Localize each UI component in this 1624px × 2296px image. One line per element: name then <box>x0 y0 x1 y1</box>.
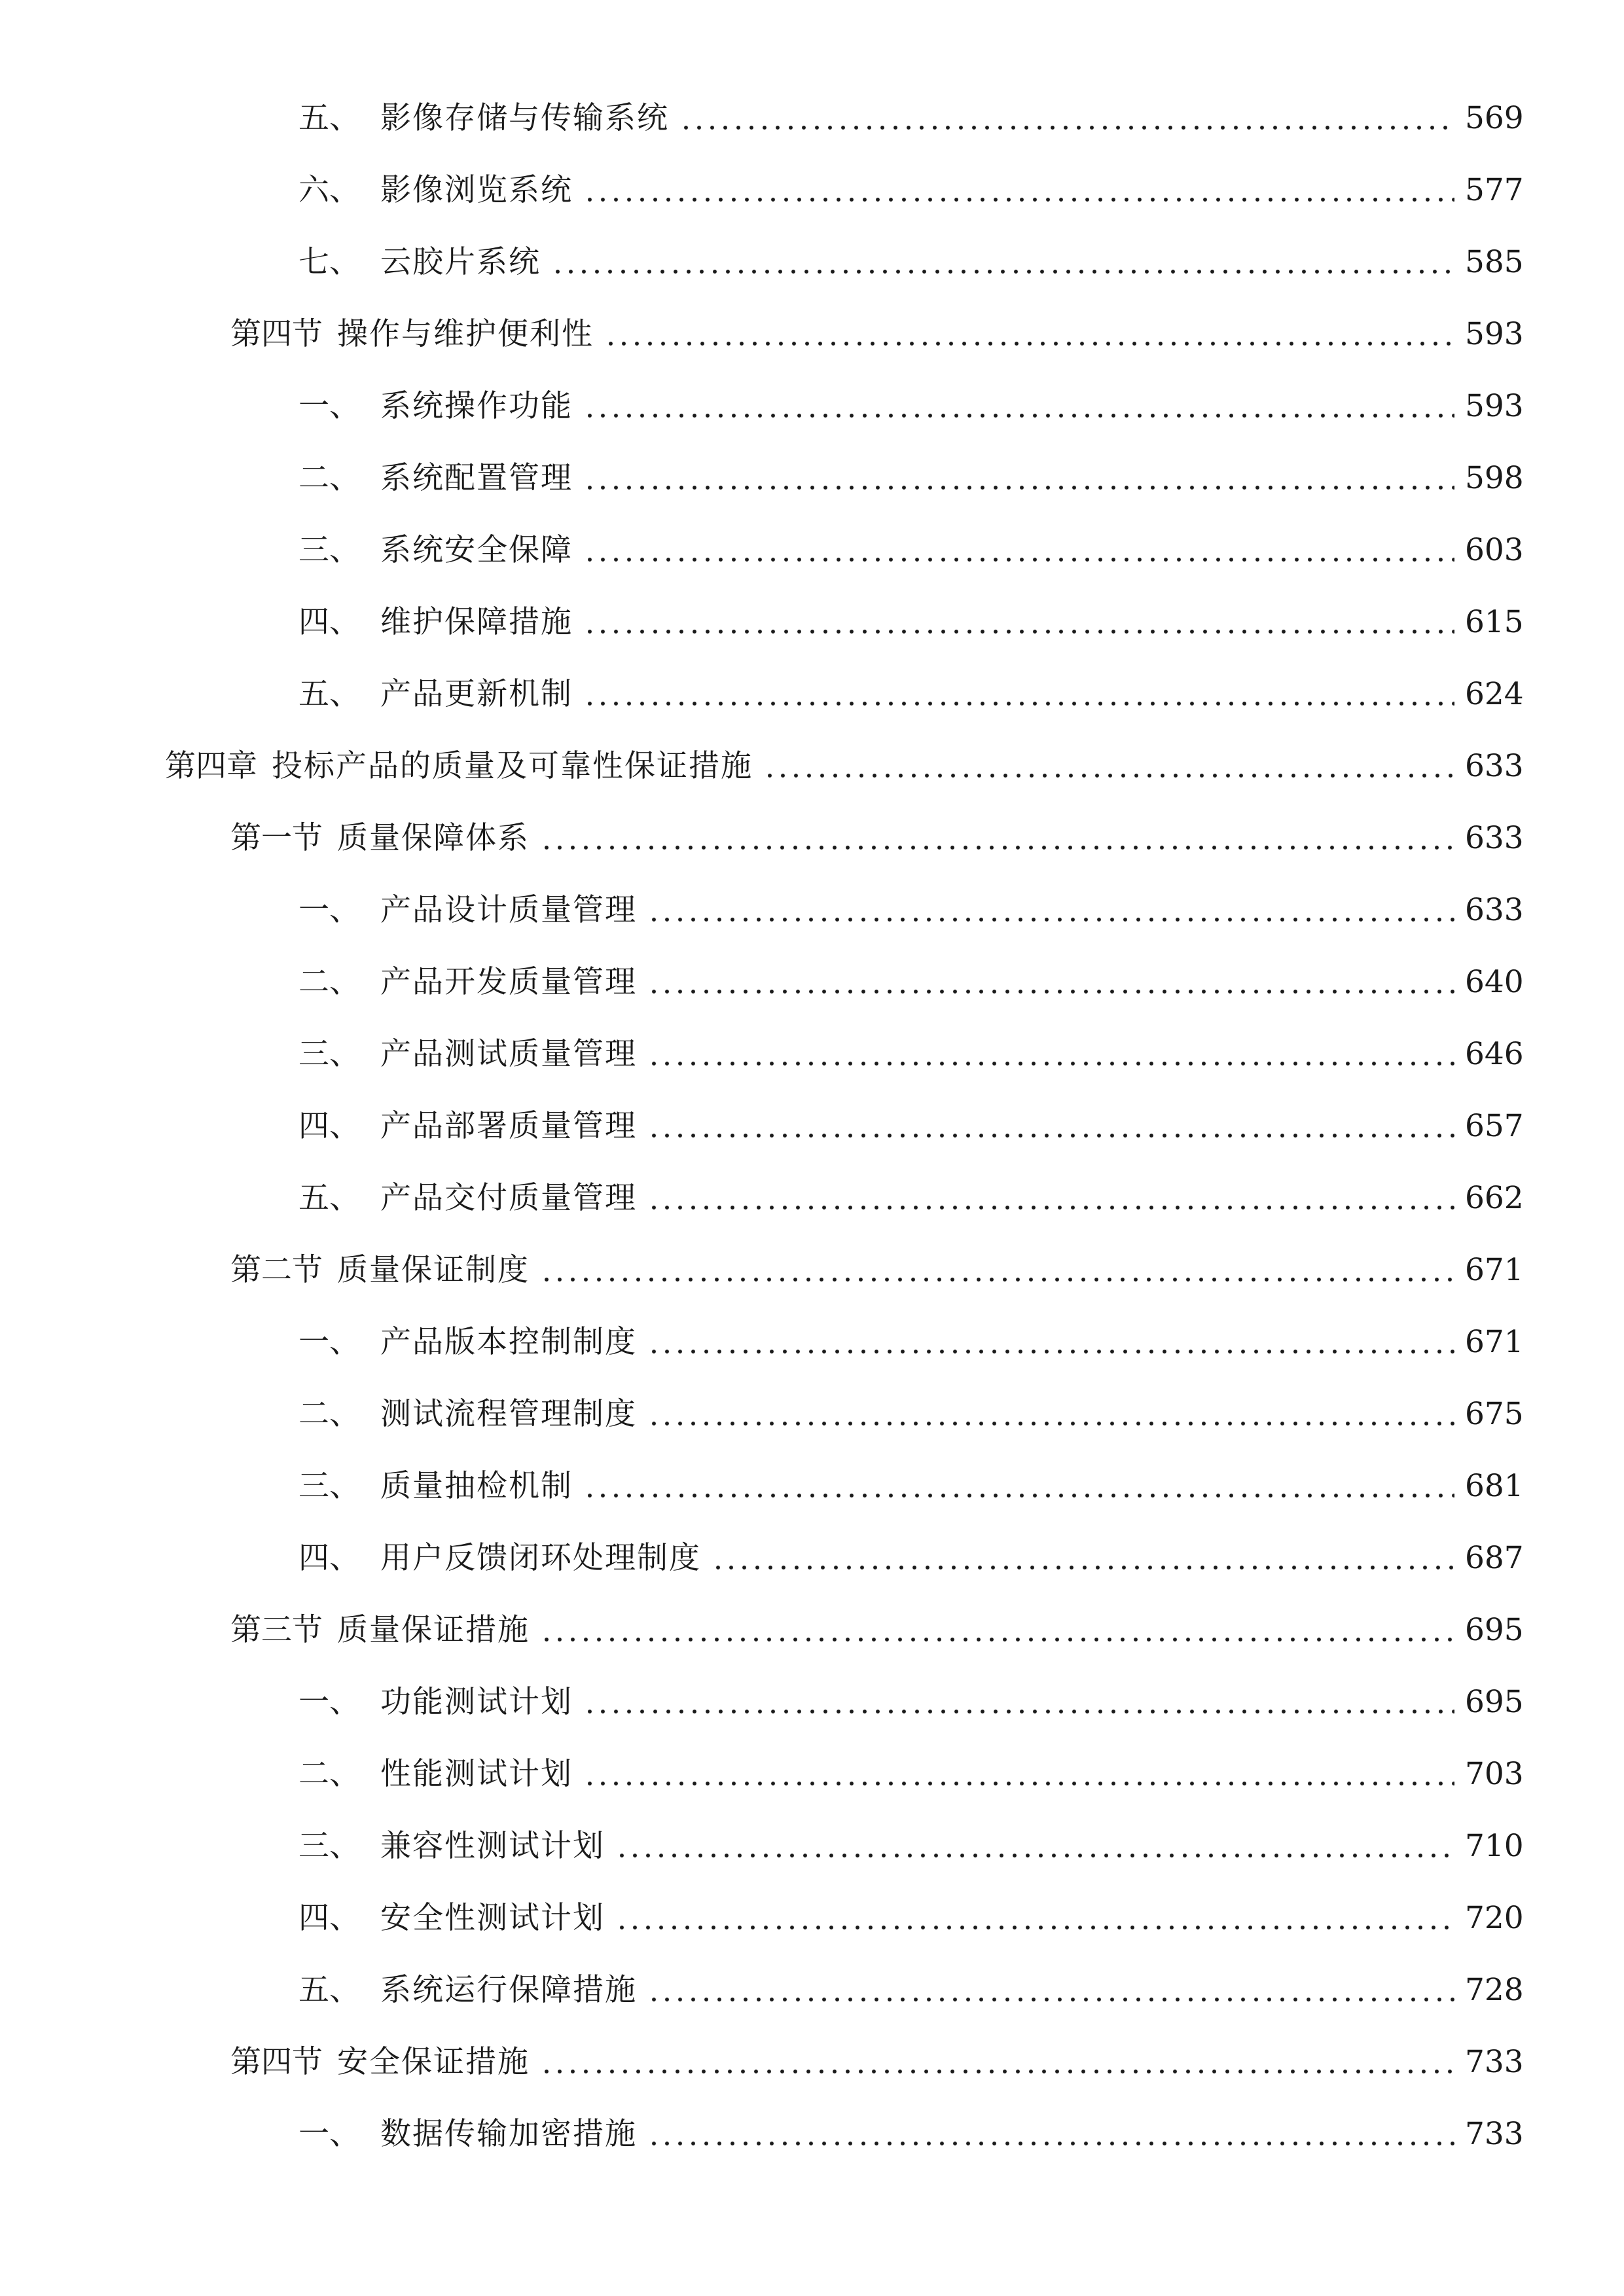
toc-entry-page: 662 <box>1465 1180 1524 1216</box>
toc-entry-page: 633 <box>1465 748 1524 784</box>
toc-entry[interactable] <box>298 1892 1524 1945</box>
toc-entry-number: 一、 <box>298 1684 360 1720</box>
toc-entry-page: 593 <box>1465 316 1524 352</box>
toc-entry-page: 675 <box>1465 1396 1524 1432</box>
toc-entry-title: 产品更新机制 <box>380 676 573 712</box>
toc-entry-title: 产品交付质量管理 <box>380 1180 637 1216</box>
dot-leader <box>583 1676 1454 1729</box>
toc-entry-number: 二、 <box>298 1396 360 1432</box>
dot-leader <box>551 236 1454 289</box>
toc-entry-page: 598 <box>1465 460 1524 496</box>
dot-leader <box>583 380 1454 433</box>
toc-entry-number: 二、 <box>298 964 360 1000</box>
toc-entry-number: 第二节 <box>230 1252 323 1288</box>
dot-leader <box>647 1316 1454 1369</box>
toc-entry-number: 第四章 <box>165 748 257 784</box>
toc-entry-page: 733 <box>1465 2044 1524 2080</box>
toc-entry[interactable] <box>298 1676 1524 1729</box>
toc-entry[interactable] <box>298 92 1524 145</box>
toc-entry-title: 产品测试质量管理 <box>380 1036 637 1072</box>
toc-entry-title: 安全保证措施 <box>337 2044 530 2080</box>
toc-entry[interactable] <box>298 164 1524 217</box>
toc-entry-number: 四、 <box>298 1540 360 1576</box>
toc-entry-number: 六、 <box>298 172 360 208</box>
toc-entry-title: 测试流程管理制度 <box>380 1396 637 1432</box>
toc-entry-page: 671 <box>1465 1252 1524 1288</box>
toc-entry-title: 产品设计质量管理 <box>380 892 637 928</box>
toc-entry-number: 五、 <box>298 1972 360 2008</box>
toc-entry-number: 二、 <box>298 460 360 496</box>
toc-entry[interactable] <box>298 1820 1524 1873</box>
toc-entry-title: 产品部署质量管理 <box>380 1108 637 1144</box>
toc-entry-page: 703 <box>1465 1756 1524 1792</box>
dot-leader <box>647 2108 1454 2161</box>
toc-entry-title: 功能测试计划 <box>380 1684 573 1720</box>
dot-leader <box>540 812 1454 865</box>
toc-entry-number: 第四节 <box>230 2044 323 2080</box>
toc-entry-page: 720 <box>1465 1900 1524 1936</box>
toc-entry-number: 二、 <box>298 1756 360 1792</box>
dot-leader <box>540 1244 1454 1297</box>
toc-entry[interactable] <box>298 524 1524 577</box>
toc-entry-title: 系统安全保障 <box>380 532 573 568</box>
dot-leader <box>615 1820 1454 1873</box>
dot-leader <box>679 92 1454 145</box>
dot-leader <box>647 1964 1454 2017</box>
toc-entry-title: 安全性测试计划 <box>380 1900 605 1936</box>
toc-entry-title: 影像存储与传输系统 <box>380 100 669 136</box>
dot-leader <box>540 1604 1454 1657</box>
dot-leader <box>647 884 1454 937</box>
toc-entry-page: 671 <box>1465 1324 1524 1360</box>
dot-leader <box>647 956 1454 1009</box>
toc-entry[interactable] <box>298 1532 1524 1585</box>
toc-entry[interactable] <box>298 1100 1524 1153</box>
dot-leader <box>583 1748 1454 1801</box>
toc-entry-page: 681 <box>1465 1468 1524 1504</box>
toc-entry-number: 第四节 <box>230 316 323 352</box>
toc-entry-title: 影像浏览系统 <box>380 172 573 208</box>
toc-entry[interactable] <box>298 1964 1524 2017</box>
toc-entry-number: 三、 <box>298 1036 360 1072</box>
toc-entry-number: 四、 <box>298 1108 360 1144</box>
toc-entry-title: 性能测试计划 <box>380 1756 573 1792</box>
dot-leader <box>763 740 1454 793</box>
toc-entry-title: 云胶片系统 <box>380 244 541 280</box>
toc-entry[interactable] <box>298 596 1524 649</box>
toc-entry-number: 七、 <box>298 244 360 280</box>
toc-entry-number: 第三节 <box>230 1612 323 1648</box>
toc-entry[interactable] <box>230 2036 1524 2089</box>
toc-entry-page: 728 <box>1465 1972 1524 2008</box>
toc-entry-number: 四、 <box>298 604 360 640</box>
toc-entry-title: 质量保证措施 <box>337 1612 530 1648</box>
toc-entry-page: 615 <box>1465 604 1524 640</box>
toc-entry-title: 操作与维护便利性 <box>337 316 594 352</box>
toc-entry-page: 733 <box>1465 2116 1524 2152</box>
toc-entry-title: 系统配置管理 <box>380 460 573 496</box>
toc-entry-page: 687 <box>1465 1540 1524 1576</box>
toc-entry[interactable] <box>298 956 1524 1009</box>
toc-entry-number: 一、 <box>298 1324 360 1360</box>
toc-entry-page: 577 <box>1465 172 1524 208</box>
toc-entry[interactable] <box>298 1316 1524 1369</box>
toc-entry[interactable] <box>298 380 1524 433</box>
toc-entry[interactable] <box>298 1388 1524 1441</box>
toc-entry-page: 646 <box>1465 1036 1524 1072</box>
toc-entry[interactable] <box>298 2108 1524 2161</box>
toc-entry-page: 710 <box>1465 1828 1524 1864</box>
toc-entry-title: 系统操作功能 <box>380 388 573 424</box>
dot-leader <box>647 1028 1454 1081</box>
dot-leader <box>583 452 1454 505</box>
toc-entry-title: 系统运行保障措施 <box>380 1972 637 2008</box>
toc-entry-title: 兼容性测试计划 <box>380 1828 605 1864</box>
toc-entry[interactable] <box>298 1460 1524 1513</box>
toc-entry-title: 产品版本控制制度 <box>380 1324 637 1360</box>
toc-entry[interactable] <box>298 452 1524 505</box>
toc-entry-title: 数据传输加密措施 <box>380 2116 637 2152</box>
toc-entry-number: 一、 <box>298 892 360 928</box>
dot-leader <box>583 164 1454 217</box>
toc-entry-page: 585 <box>1465 244 1524 280</box>
toc-entry-number: 三、 <box>298 1828 360 1864</box>
toc-entry-number: 三、 <box>298 1468 360 1504</box>
toc-entry-number: 三、 <box>298 532 360 568</box>
toc-entry-title: 质量保证制度 <box>337 1252 530 1288</box>
toc-entry-title: 维护保障措施 <box>380 604 573 640</box>
dot-leader <box>583 596 1454 649</box>
toc-entry-page: 640 <box>1465 964 1524 1000</box>
dot-leader <box>583 1460 1454 1513</box>
toc-entry[interactable] <box>230 308 1524 361</box>
dot-leader <box>647 1100 1454 1153</box>
toc-entry-page: 657 <box>1465 1108 1524 1144</box>
toc-entry-number: 一、 <box>298 388 360 424</box>
toc-entry-number: 五、 <box>298 100 360 136</box>
dot-leader <box>604 308 1454 361</box>
toc-entry-page: 603 <box>1465 532 1524 568</box>
toc-entry-number: 五、 <box>298 676 360 712</box>
toc-entry-title: 产品开发质量管理 <box>380 964 637 1000</box>
toc-entry-page: 593 <box>1465 388 1524 424</box>
toc-entry[interactable] <box>298 1172 1524 1225</box>
toc-entry[interactable] <box>165 740 1524 793</box>
toc-entry-page: 569 <box>1465 100 1524 136</box>
toc-entry-page: 695 <box>1465 1684 1524 1720</box>
toc-entry[interactable] <box>230 1244 1524 1297</box>
dot-leader <box>615 1892 1454 1945</box>
toc-entry[interactable] <box>298 1748 1524 1801</box>
toc-entry[interactable] <box>298 1028 1524 1081</box>
toc-entry-title: 投标产品的质量及可靠性保证措施 <box>272 748 753 784</box>
toc-entry-page: 624 <box>1465 676 1524 712</box>
toc-entry-title: 用户反馈闭环处理制度 <box>380 1540 701 1576</box>
dot-leader <box>583 524 1454 577</box>
dot-leader <box>583 668 1454 721</box>
toc-entry-title: 质量保障体系 <box>337 820 530 856</box>
toc-entry[interactable] <box>230 1604 1524 1657</box>
toc-entry-number: 一、 <box>298 2116 360 2152</box>
toc-entry-number: 五、 <box>298 1180 360 1216</box>
toc-entry[interactable] <box>298 668 1524 721</box>
toc-entry-page: 633 <box>1465 820 1524 856</box>
toc-entry-number: 四、 <box>298 1900 360 1936</box>
dot-leader <box>647 1388 1454 1441</box>
toc-entry[interactable] <box>298 884 1524 937</box>
dot-leader <box>712 1532 1454 1585</box>
dot-leader <box>647 1172 1454 1225</box>
toc-entry[interactable] <box>230 812 1524 865</box>
toc-entry-page: 633 <box>1465 892 1524 928</box>
toc-entry-page: 695 <box>1465 1612 1524 1648</box>
toc-entry[interactable] <box>298 236 1524 289</box>
dot-leader <box>540 2036 1454 2089</box>
toc-entry-number: 第一节 <box>230 820 323 856</box>
toc-entry-title: 质量抽检机制 <box>380 1468 573 1504</box>
